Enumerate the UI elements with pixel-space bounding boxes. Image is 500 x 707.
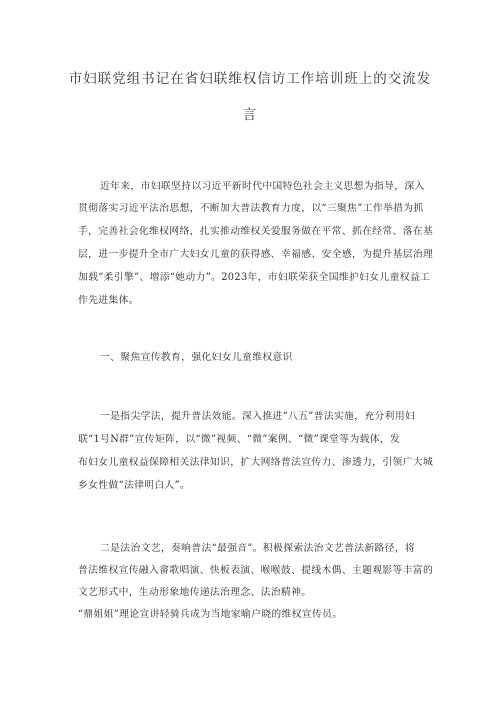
paragraph-line: 普法维权宣传融入畲歌唱演、快板表演、喉喉鼓、提线木偶、主题观影等丰富的 bbox=[78, 565, 434, 576]
paragraph-line: 手，完善社会化维权网络，扎实推动维权关爱服务做在平常、抓在经常、落在基 bbox=[78, 226, 434, 237]
document-title-line-1: 市妇联党组书记在省妇联维权信访工作培训班上的交流发 bbox=[68, 71, 432, 87]
paragraph-line: 层，进一步提升全市广大妇女儿童的获得感、幸福感、安全感，为提升基层治理 bbox=[78, 249, 434, 260]
paragraph-line: 加载“柔引擎”、增添“她动力”。2023年，市妇联荣获全国维护妇女儿童权益工 bbox=[78, 272, 431, 283]
paragraph-line: 一是指尖学法，提升普法效能。深入推进“八五”普法实施，充分利用妇 bbox=[100, 411, 416, 422]
paragraph-line: 贯彻落实习近平法治思想，不断加大普法教育力度，以“三聚焦”工作举措为抓 bbox=[78, 203, 424, 214]
document-title-line-2: 言 bbox=[242, 107, 258, 123]
paragraph-line: 联“1号N群”宣传矩阵，以“微”视频、“微”案例、“微”课堂等为载体，发 bbox=[78, 434, 401, 445]
paragraph-line: 乡女性做“法律明白人”。 bbox=[78, 480, 191, 491]
section-heading-text: 一、聚焦宣传教育，强化妇女儿童维权意识 bbox=[100, 352, 293, 363]
paragraph-line: 近年来，市妇联坚持以习近平新时代中国特色社会主义思想为指导，深入 bbox=[100, 181, 425, 192]
paragraph-line: 文艺形式中，生动形象地传递法治理念、法治精神。 bbox=[78, 587, 312, 598]
paragraph-line: “鼎姐姐”理论宣讲轻骑兵成为当地家喻户晓的维权宣传员。 bbox=[78, 609, 343, 620]
paragraph-line: 布妇女儿童权益保障相关法律知识，扩大网络普法宣传力、渗透力，引领广大城 bbox=[78, 457, 434, 468]
paragraph-line: 作先进集体。 bbox=[78, 295, 139, 306]
paragraph-line: 二是法治文艺，奏响普法“最强音”。积极探索法治文艺普法新路径，将 bbox=[100, 543, 416, 554]
